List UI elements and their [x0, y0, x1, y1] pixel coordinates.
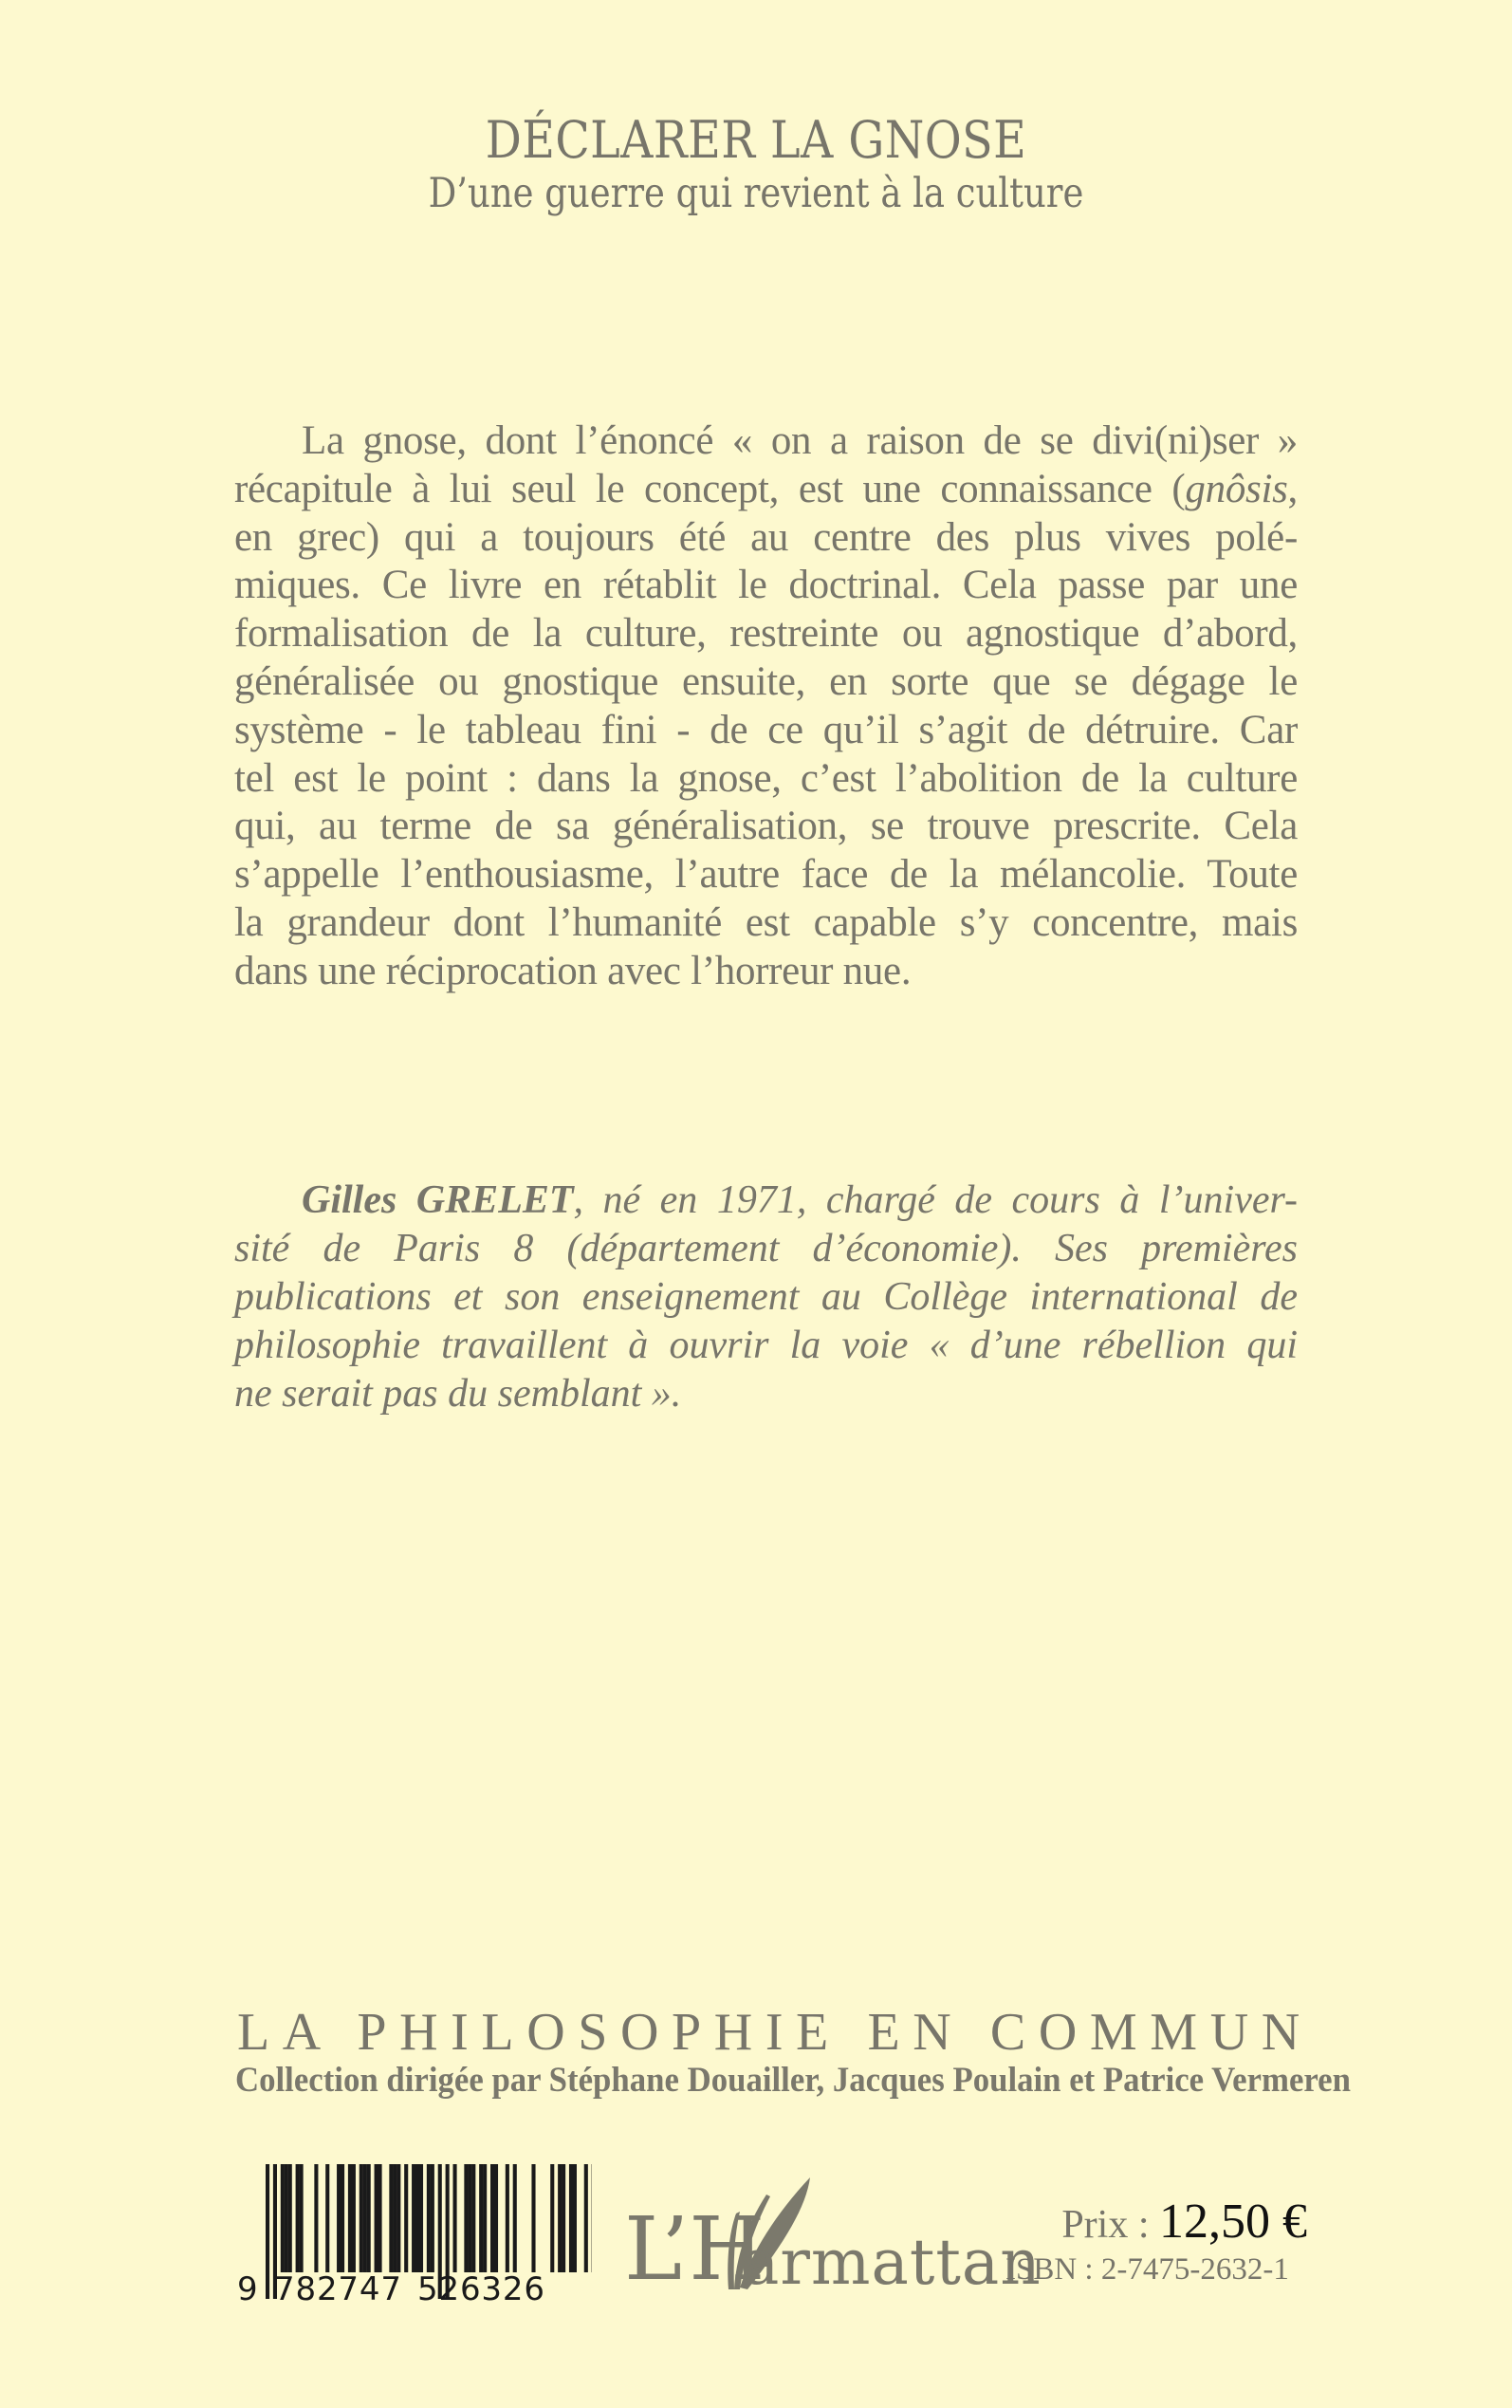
isbn-number: ISBN : 2-7475-2632-1 [1005, 2252, 1289, 2287]
barcode-bar [415, 2164, 419, 2272]
barcode-bar [419, 2164, 423, 2272]
barcode-bar [490, 2164, 494, 2272]
collection-title: LA PHILOSOPHIE EN COMMUN [237, 2003, 1313, 2062]
barcode-bar [531, 2164, 535, 2272]
barcode-right-digits: 526326 [417, 2270, 544, 2306]
barcode-bar [360, 2164, 363, 2272]
barcode-bar [337, 2164, 341, 2272]
summary-line: généralisée ou gnostique ensuite, en sorte que se dégage le [234, 658, 1298, 704]
barcode-bar [325, 2164, 329, 2272]
barcode-bar [393, 2164, 396, 2272]
barcode-bar [513, 2164, 517, 2272]
book-subtitle: D’une guerre qui revient à la culture [428, 170, 1084, 217]
price-value: 12,50 € [1159, 2195, 1307, 2249]
barcode-bar [483, 2164, 487, 2272]
summary-line: miques. Ce livre en rétablit le doctrinal. Cela passe par une [234, 563, 1298, 608]
barcode-bar [396, 2164, 400, 2272]
summary-line: en grec) qui a toujours été au centre des plus vives polé- [234, 514, 1298, 560]
barcode-bar [285, 2164, 288, 2272]
barcode-bar [479, 2164, 483, 2272]
barcode-bar [506, 2164, 509, 2272]
bio-line: sité de Paris 8 (département d’économie). Ses premières [234, 1227, 1298, 1270]
barcode-bar [453, 2164, 457, 2272]
barcode-bar [412, 2164, 415, 2272]
barcode-bar [352, 2164, 356, 2272]
barcode-bar [375, 2164, 378, 2272]
barcode-bar [427, 2164, 431, 2272]
barcode-bar [348, 2164, 352, 2272]
summary-line: formalisation de la culture, restreinte ou agnostique d’abord, [234, 611, 1298, 657]
barcode-bar [494, 2164, 498, 2272]
collection-editors: Collection dirigée par Stéphane Douailler, Jacques Poulain et Patrice Vermeren [235, 2061, 1351, 2100]
barcode-bar [573, 2164, 577, 2272]
summary-line: système - le tableau fini - de ce qu’il s’agit de détruire. Car [234, 707, 1298, 752]
barcode-bar [281, 2164, 285, 2272]
author-name: Gilles GRELET [302, 1178, 574, 1222]
barcode-bar [296, 2164, 300, 2272]
barcode-bar [584, 2164, 588, 2272]
barcode-bar [314, 2164, 318, 2272]
barcode-bar [550, 2164, 554, 2272]
summary-line: tel est le point : dans la gnose, c’est l’abolition de la culture [234, 755, 1298, 801]
greek-term: gnôsis [1185, 466, 1288, 511]
bio-line: ne serait pas du semblant ». [234, 1372, 682, 1416]
barcode-left-digits: 782747 [274, 2270, 401, 2306]
barcode-bar [363, 2164, 367, 2272]
bio-line-text: , né en 1971, chargé de cours à l’univer- [573, 1178, 1298, 1222]
barcode-bar [464, 2164, 468, 2272]
summary-line: la grandeur dont l’humanité est capable s’y concentre, mais [234, 899, 1298, 945]
logo-wordmark: armattan [742, 2226, 1042, 2299]
barcode-bar [341, 2164, 344, 2272]
author-bio [234, 1176, 1298, 1418]
logo-lh: L’H [624, 2198, 765, 2300]
barcode-bar [569, 2164, 573, 2272]
barcode-guard-bar [266, 2164, 269, 2299]
bio-line: philosophie travaillent à ouvrir la voie « d’une rébellion qui [234, 1324, 1298, 1367]
summary-line-suffix: , [1287, 466, 1298, 511]
summary-line-text: récapitule à lui seul le concept, est une connaissance ( [234, 466, 1186, 511]
summary-line: qui, au terme de sa généralisation, se trouve prescrite. Cela [234, 804, 1298, 849]
barcode-bar [288, 2164, 292, 2272]
summary-line: s’appelle l’enthousiasme, l’autre face de la mélancolie. Toute [234, 852, 1298, 898]
price-label: Prix : [1061, 2203, 1150, 2247]
barcode-bar [431, 2164, 434, 2272]
bio-line: publications et son enseignement au Collège international de [234, 1275, 1298, 1319]
summary-paragraph [234, 417, 1298, 996]
barcode-bar [389, 2164, 393, 2272]
barcode-first-digit: 9 [237, 2270, 258, 2306]
summary-line: La gnose, dont l’énoncé « on a raison de se divi(ni)ser » [302, 418, 1298, 463]
barcode-graphic [231, 2161, 592, 2306]
publisher-logo [617, 2168, 1042, 2301]
summary-line: dans une réciprocation avec l’horreur nue. [234, 948, 912, 993]
bio-line [234, 1176, 1298, 1225]
barcode-bar [468, 2164, 471, 2272]
price [1005, 2197, 1307, 2250]
summary-line [234, 466, 1298, 514]
barcode-bar [378, 2164, 382, 2272]
barcode-bar [404, 2164, 408, 2272]
barcode-bar [300, 2164, 304, 2272]
isbn-barcode [231, 2161, 592, 2306]
barcode-bar [367, 2164, 371, 2272]
barcode-bar [471, 2164, 475, 2272]
book-title: DÉCLARER LA GNOSE [485, 110, 1027, 170]
barcode-bar [558, 2164, 562, 2272]
barcode-bar [562, 2164, 565, 2272]
